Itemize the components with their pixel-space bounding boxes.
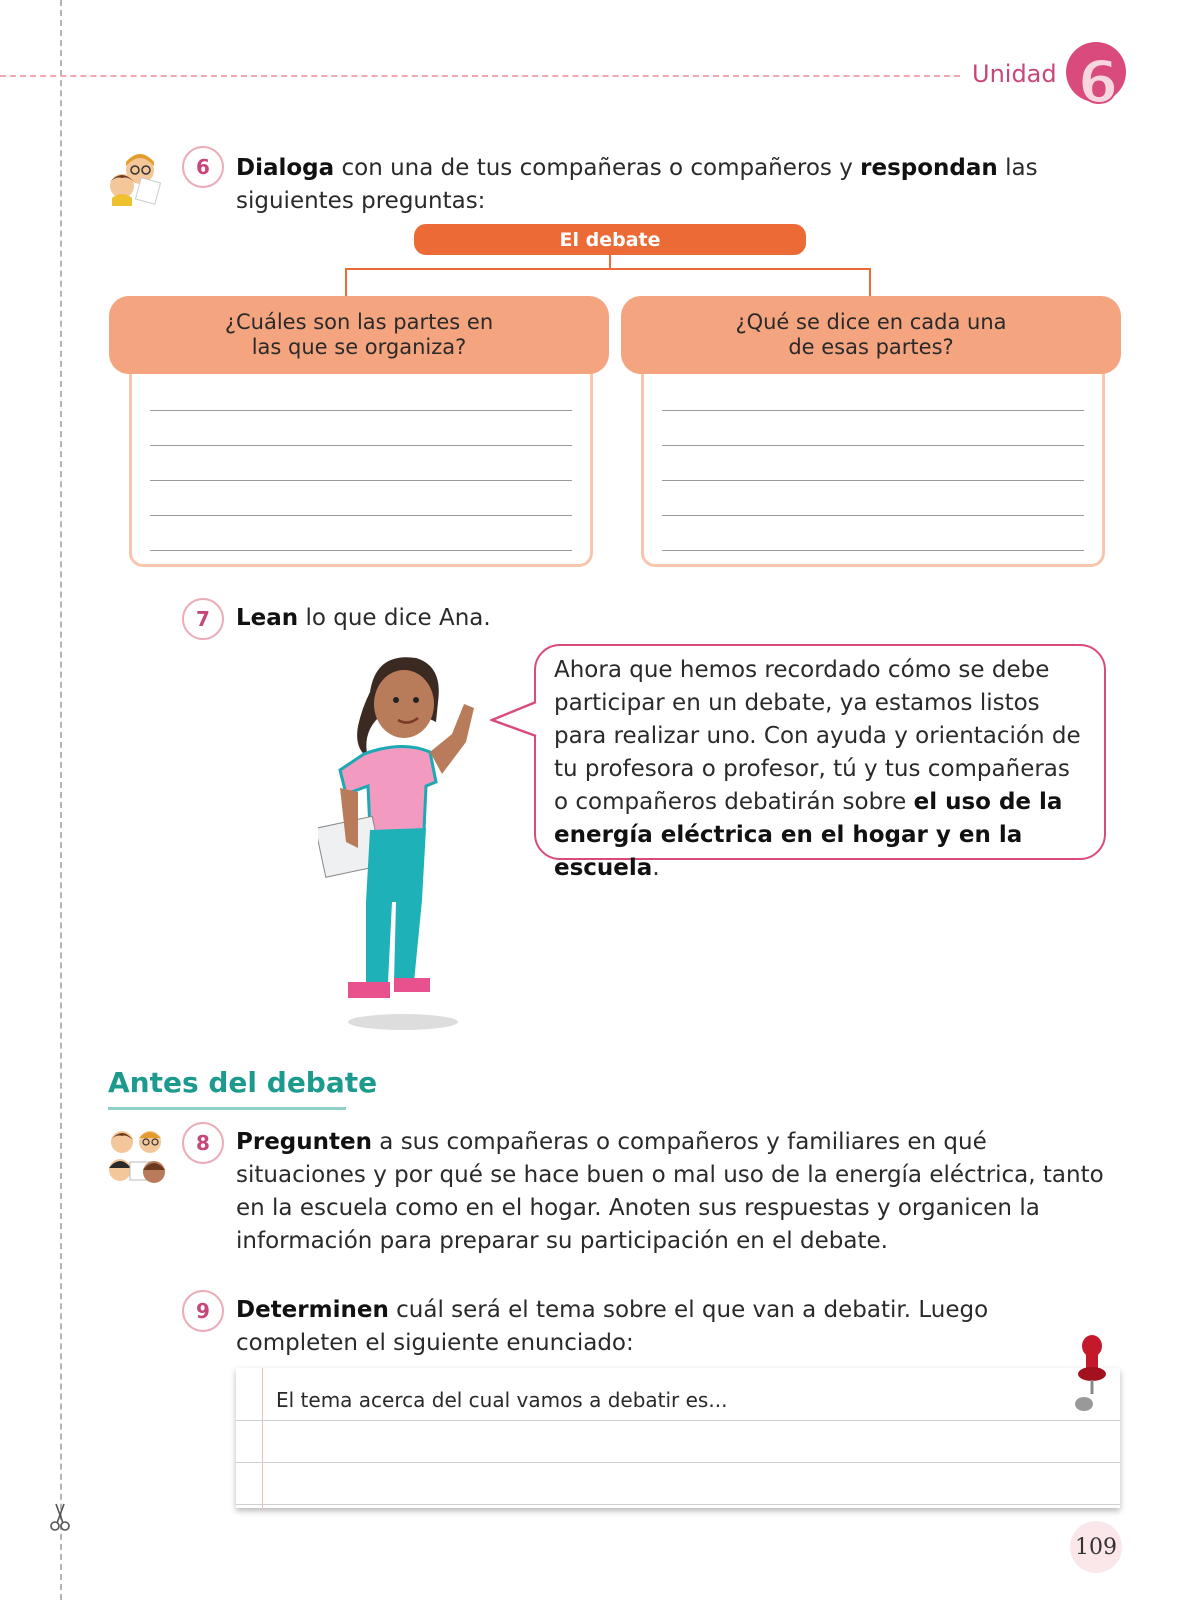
section-title: Antes del debate (108, 1066, 378, 1099)
diagram-connector (345, 268, 347, 296)
answer-box-left[interactable] (129, 360, 593, 567)
pair-work-icon (104, 150, 164, 210)
question-number-6: 6 (182, 146, 224, 188)
diagram-title: El debate (414, 224, 806, 255)
diagram-connector (869, 268, 871, 296)
cut-line (60, 0, 62, 1600)
speech-bubble-tail (490, 700, 540, 744)
question-number-8: 8 (182, 1122, 224, 1164)
question-number-7: 7 (182, 598, 224, 640)
question-9-text: Determinen cuál será el tema sobre el que van a debatir. Luego completen el siguiente enunciado: (236, 1297, 989, 1356)
speech-bubble (534, 644, 1106, 881)
scissors-icon (50, 1502, 70, 1536)
section-underline (108, 1107, 346, 1110)
notepad-prompt: El tema acerca del cual vamos a debatir es... (276, 1388, 728, 1412)
diagram-connector (345, 268, 871, 270)
question-6-text: Dialoga con una de tus compañeras o compañeros y respondan las siguientes preguntas: (236, 155, 1038, 214)
question-number-9: 9 (182, 1290, 224, 1332)
unit-label: Unidad (972, 60, 1057, 88)
pushpin-icon (1072, 1334, 1112, 1418)
girl-illustration (318, 652, 488, 1036)
answer-box-right[interactable] (641, 360, 1105, 567)
notepad-answer-area[interactable] (236, 1368, 1120, 1508)
speech-bubble-text: Ahora que hemos recordado cómo se debe participar en un debate, ya estamos listos para realizar uno. Con ayuda y orientación de tu profesora o profesor, tú y tus compañeras o compañeros debatirán sobre el uso de la energía eléctrica en el hogar y en la escuela. (554, 657, 1081, 881)
header-dashed-line (0, 75, 960, 77)
unit-number: 6 (1077, 48, 1119, 114)
unit-badge (1064, 38, 1128, 114)
question-7-text: Lean lo que dice Ana. (236, 605, 491, 631)
question-header-left: ¿Cuáles son las partes en las que se organiza? (109, 296, 609, 374)
group-work-icon (104, 1126, 170, 1194)
question-8-text: Pregunten a sus compañeras o compañeros y familiares en qué situaciones y por qué se hace buen o mal uso de la energía eléctrica, tanto en la escuela como en el hogar. Anoten sus respuestas y organicen la información para preparar su participación en el debate. (236, 1129, 1104, 1254)
question-header-right: ¿Qué se dice en cada una de esas partes? (621, 296, 1121, 374)
page-number: 109 (1070, 1521, 1122, 1573)
